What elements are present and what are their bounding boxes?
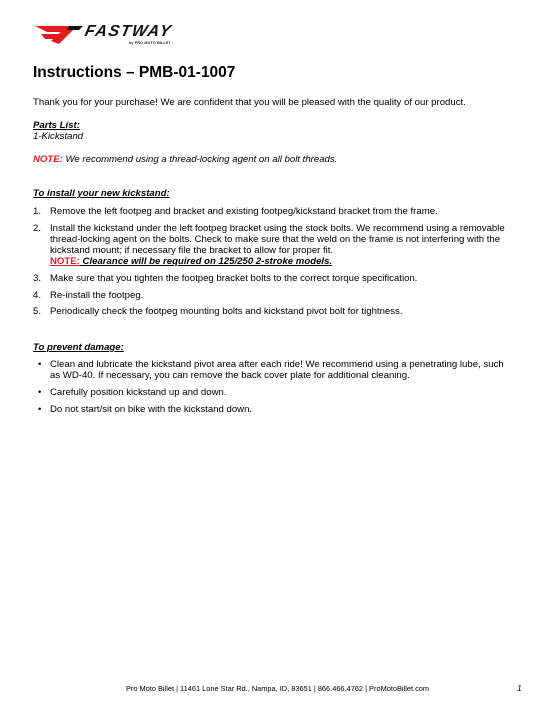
note-text: We recommend using a thread-locking agent on all bolt threads. bbox=[62, 154, 338, 165]
clearance-note-label: NOTE: bbox=[50, 256, 80, 268]
fastway-logo bbox=[33, 22, 203, 48]
step-text: Install the kickstand under the left footpeg bracket using the stock bolts. We recommend using a removable bbox=[50, 222, 505, 234]
parts-list-item: 1-Kickstand bbox=[33, 131, 84, 142]
bullet-icon: • bbox=[38, 359, 42, 370]
bullet-text: Clean and lubricate the kickstand pivot area after each ride! We recommend using a penetrating lube, such bbox=[50, 359, 504, 370]
bullet-icon: • bbox=[38, 403, 42, 415]
note-label: NOTE: bbox=[33, 154, 63, 165]
bullet-icon: • bbox=[38, 386, 42, 398]
clearance-note-text: Clearance will be required on 125/250 2-stroke models. bbox=[79, 256, 333, 268]
list-item bbox=[33, 290, 528, 301]
step-number: 4. bbox=[33, 289, 42, 301]
list-item bbox=[33, 206, 528, 217]
step-text: thread-locking agent on the bolts. Check to make sure that the weld on the frame is not interfering with the bbox=[50, 233, 501, 245]
logo-brand-text: FASTWAY bbox=[83, 23, 174, 40]
list-item bbox=[38, 359, 528, 381]
step-text: Periodically check the footpeg mounting bolts and kickstand pivot bolt for tightness. bbox=[50, 306, 403, 318]
step-text: Make sure that you tighten the footpeg bracket bolts to the correct torque specification. bbox=[50, 273, 418, 285]
page-number: 1 bbox=[517, 683, 522, 693]
page-footer: Pro Moto Billet | 11461 Lone Star Rd., Nampa, ID, 83651 | 866.466.4762 | ProMotoBillet.com bbox=[125, 684, 430, 693]
step-number: 1. bbox=[33, 206, 42, 217]
list-item bbox=[38, 404, 528, 415]
clearance-note bbox=[50, 256, 528, 267]
logo-sub-text: by PRO MOTO BILLET bbox=[129, 41, 171, 45]
bullet-text: Do not start/sit on bike with the kickstand down. bbox=[50, 403, 253, 415]
bolt-note bbox=[33, 154, 337, 166]
step-text: Remove the left footpeg and bracket and existing footpeg/kickstand bracket from the frame. bbox=[50, 206, 438, 217]
bullet-text: Carefully position kickstand up and down. bbox=[50, 386, 227, 398]
step-text: Re-install the footpeg. bbox=[50, 289, 144, 301]
step-number: 3. bbox=[33, 273, 42, 285]
prevent-damage-list bbox=[38, 359, 528, 420]
list-item bbox=[38, 387, 528, 398]
list-item bbox=[33, 306, 528, 317]
prevent-damage-heading: To prevent damage: bbox=[33, 342, 124, 353]
page-title: Instructions – PMB-01-1007 bbox=[33, 64, 236, 81]
step-number: 2. bbox=[33, 222, 42, 234]
bullet-text: as WD-40. If necessary, you can remove the back cover plate for additional cleaning. bbox=[50, 370, 410, 382]
step-text: kickstand mount; if necessary file the bracket to allow for proper fit. bbox=[50, 245, 334, 257]
step-number: 5. bbox=[33, 306, 42, 318]
install-heading: To install your new kickstand: bbox=[33, 188, 170, 199]
list-item bbox=[33, 223, 528, 268]
list-item bbox=[33, 273, 528, 284]
install-steps bbox=[33, 206, 528, 323]
intro-text: Thank you for your purchase! We are confident that you will be pleased with the quality of our product. bbox=[33, 97, 466, 108]
parts-list-heading: Parts List: bbox=[33, 120, 80, 131]
